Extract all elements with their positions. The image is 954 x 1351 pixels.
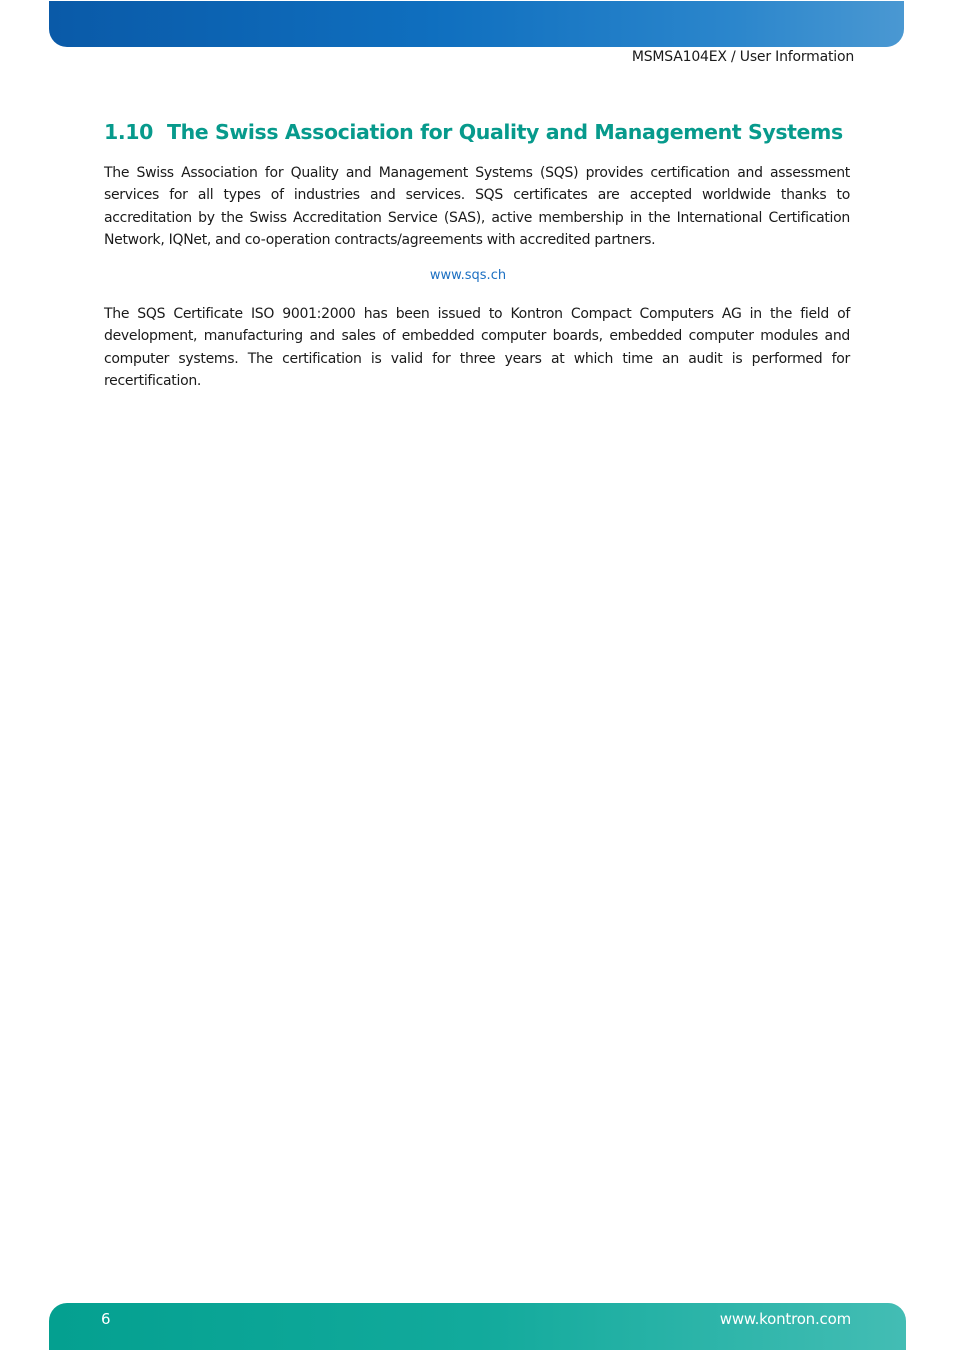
sqs-website-link[interactable]: www.sqs.ch xyxy=(429,268,507,283)
footer-website-link[interactable]: www.kontron.com xyxy=(719,1310,851,1328)
section-heading xyxy=(104,120,864,144)
footer-bar xyxy=(49,1303,906,1350)
section-number: 1.10 xyxy=(104,120,153,144)
document-title: MSMSA104EX / User Information xyxy=(631,49,854,65)
page-number: 6 xyxy=(101,1310,111,1328)
header-banner xyxy=(49,1,904,47)
paragraph-sqs-intro: The Swiss Association for Quality and Management Systems (SQS) provides certification and assessment services for all types of industries and services. SQS certificates are accepted worldwide thanks to accreditation by the Swiss Accreditation Service (SAS), active membership in the International Certification Network, IQNet, and co-operation contracts/agreements with accredited partners. xyxy=(104,165,850,249)
section-title: The Swiss Association for Quality and Management Systems xyxy=(166,120,843,144)
paragraph-certificate: The SQS Certificate ISO 9001:2000 has been issued to Kontron Compact Computers AG in the field of development, manufacturing and sales of embedded computer boards, embedded computer modules and computer systems. The certification is valid for three years at which time an audit is performed for recertification. xyxy=(104,306,850,390)
